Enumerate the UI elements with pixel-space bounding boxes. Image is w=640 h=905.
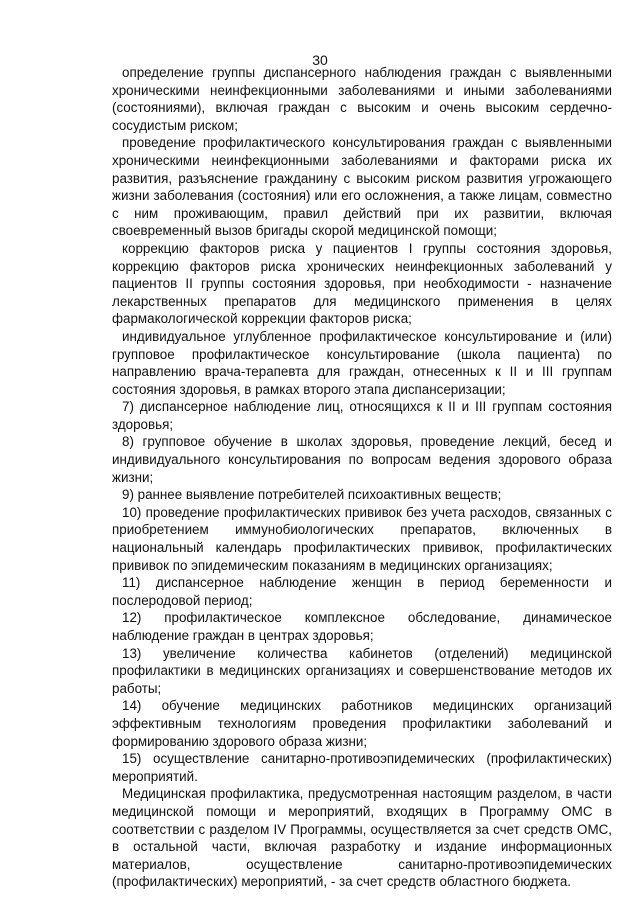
paragraph: 14) обучение медицинских работников медицинских организаций эффективным технологиям проведения профилактики заболеваний и формированию здорового образа жизни; — [112, 698, 612, 749]
paragraph: Медицинская профилактика, предусмотренная настоящим разделом, в части медицинской помощи и мероприятий, входящих в Программу ОМС в соответствии с разделом IV Программы, осуществляется за счет средств ОМС, в остальной части, включая разработку и издание информационных материалов, осуществление санитарно-противоэпидемических (профилактических) мероприятий, - за счет средств областного бюджета. — [112, 786, 612, 890]
paragraph: определение группы диспансерного наблюдения граждан с выявленными хроническими неинфекционными заболеваниями и иными заболеваниями (состояниями), включая граждан с высоким и очень высоким сердечно-сосудистым риском; — [112, 65, 612, 133]
document-body — [112, 64, 612, 891]
page-number: 30 — [312, 52, 328, 68]
paragraph: индивидуальное углубленное профилактическое консультирование и (или) групповое профилактическое консультирование (школа пациента) по направлению врача-терапевта для граждан, отнесенных к II и III группам состояния здоровья, в рамках второго этапа диспансеризации; — [112, 328, 612, 397]
paragraph: 8) групповое обучение в школах здоровья, проведение лекций, бесед и индивидуального консультирования по вопросам ведения здорового образа жизни; — [112, 434, 612, 485]
paragraph: 12) профилактическое комплексное обследование, динамическое наблюдение граждан в центрах здоровья; — [112, 610, 612, 643]
paragraph: 9) раннее выявление потребителей психоактивных веществ; — [122, 487, 502, 503]
paragraph: 10) проведение профилактических прививок без учета расходов, связанных с приобретением иммунобиологических препаратов, включенных в национальный календарь профилактических прививок, профилактических прививок по эпидемическим показаниям в медицинских организациях; — [112, 504, 612, 573]
paragraph: 15) осуществление санитарно-противоэпидемических (профилактических) мероприятий. — [112, 751, 612, 784]
paragraph: 7) диспансерное наблюдение лиц, относящихся к II и III группам состояния здоровья; — [112, 399, 612, 432]
paragraph: проведение профилактического консультирования граждан с выявленными хроническими неинфекционными заболеваниями и факторами риска их развития, разъяснение гражданину с высоким риском развития угрожающего жизни заболевания (состояния) или его осложнения, а также лицам, совместно с ним проживающим, правил действий при их развитии, включая своевременный вызов бригады скорой медицинской помощи; — [112, 135, 612, 239]
paragraph: 13) увеличение количества кабинетов (отделений) медицинской профилактики в медицинских организациях и совершенствование методов их работы; — [112, 645, 612, 696]
scan-speck — [245, 837, 247, 839]
paragraph: 11) диспансерное наблюдение женщин в период беременности и послеродовой период; — [112, 575, 612, 608]
paragraph: коррекцию факторов риска у пациентов I группы состояния здоровья, коррекцию факторов риска хронических неинфекционных заболеваний у пациентов II группы состояния здоровья, при необходимости - назначение лекарственных препаратов для медицинского применения в целях фармакологической коррекции факторов риска; — [112, 240, 612, 327]
